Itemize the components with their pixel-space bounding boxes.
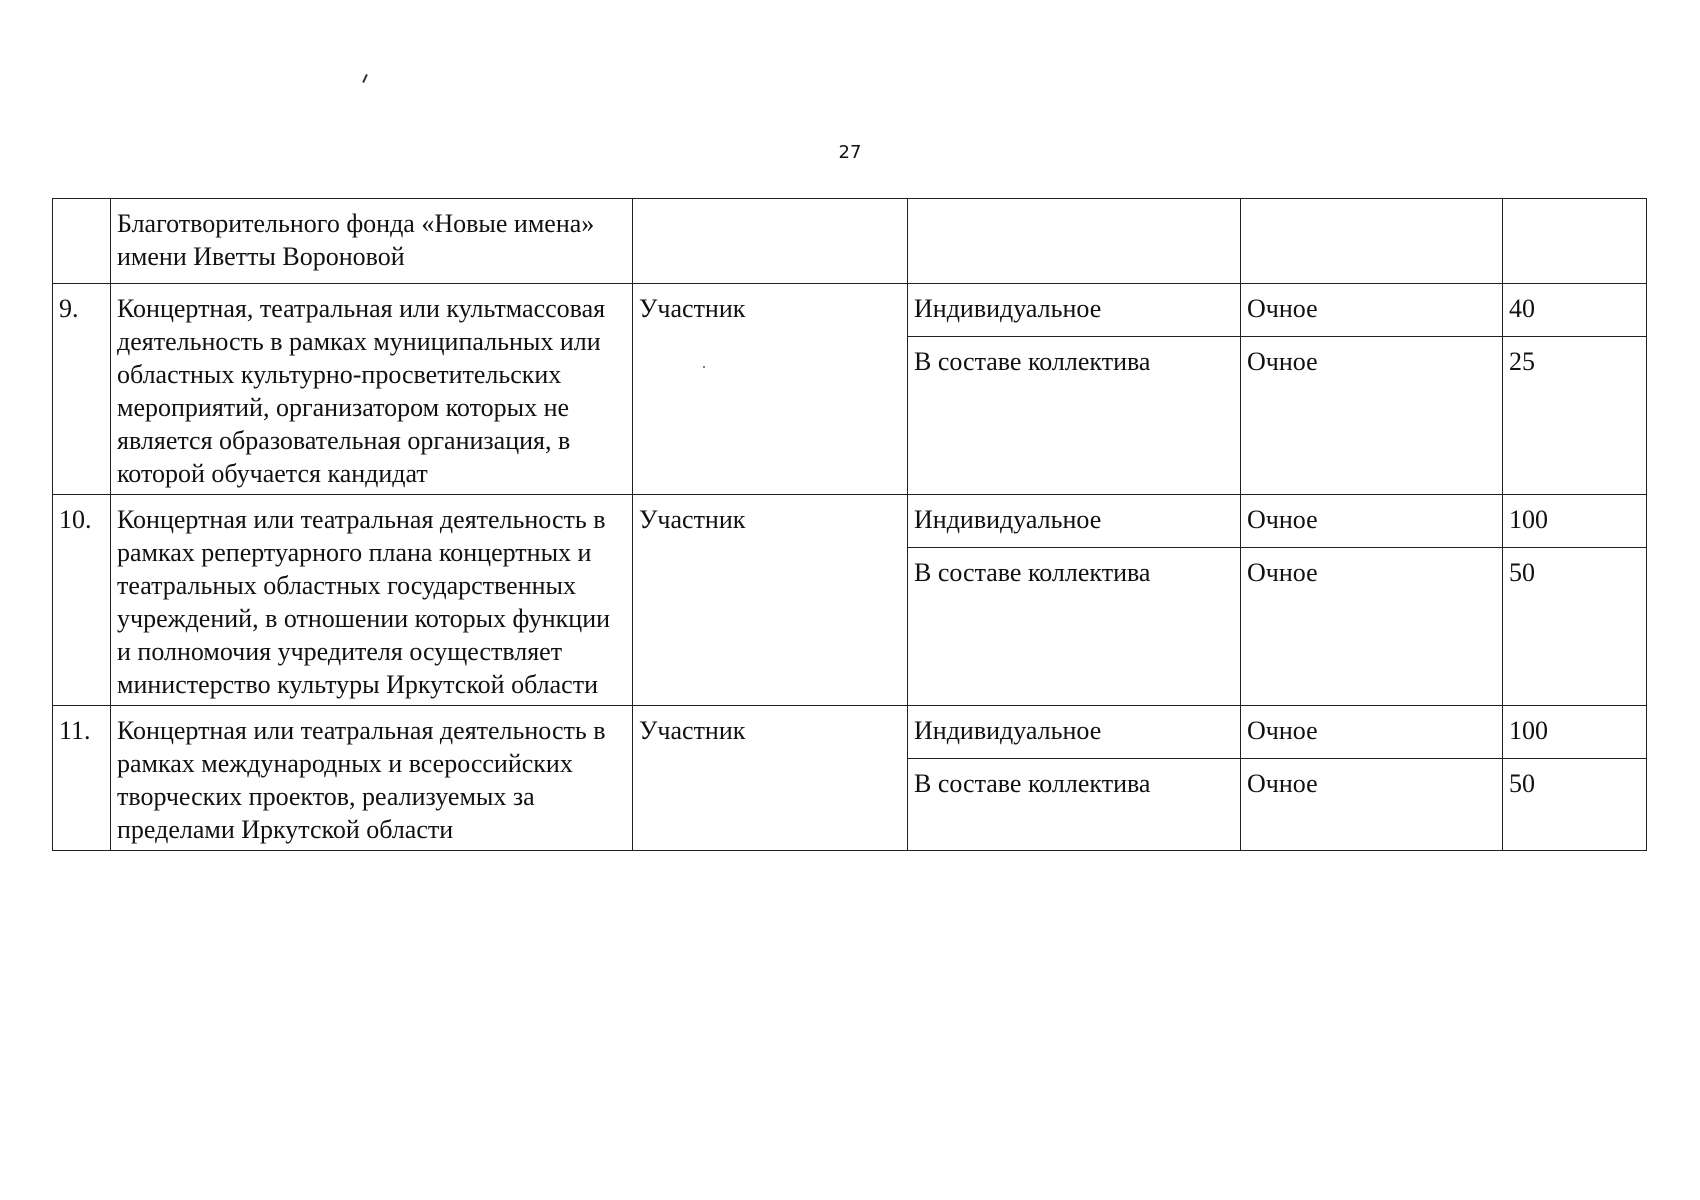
row-number-cell: 10. [53,495,111,706]
activity-name-cell: Концертная или театральная деятельность в рамках международных и всероссийских творческих проектов, реализуемых за пределами Иркутской области [111,706,633,851]
score-cell: 40 [1503,284,1647,337]
participation-form-cell: Индивидуальное [908,495,1241,548]
table-row [53,284,1647,337]
attendance-type-cell: Очное [1241,759,1503,851]
activity-name-cell: Концертная, театральная или культмассовая деятельность в рамках муниципальных или областных культурно-просветительских мероприятий, организатором которых не является образовательная организация, в которой обучается кандидат [111,284,633,495]
attendance-type-cell: Очное [1241,706,1503,759]
attendance-type-cell: Очное [1241,495,1503,548]
activity-name-cell: Благотворительного фонда «Новые имена» имени Иветты Вороновой [111,199,633,284]
score-cell [1503,199,1647,284]
role-cell: Участник [633,495,908,706]
attendance-type-cell [1241,199,1503,284]
attendance-type-cell: Очное [1241,548,1503,706]
score-cell: 50 [1503,548,1647,706]
row-number-cell: 9. [53,284,111,495]
score-cell: 25 [1503,337,1647,495]
activity-name-cell: Концертная или театральная деятельность в рамках репертуарного плана концертных и театральных областных государственных учреждений, в отношении которых функции и полномочия учредителя осуществляет министерство культуры Иркутской области [111,495,633,706]
table-row-continued [53,199,1647,284]
page-number: 27 [838,142,862,163]
attendance-type-cell: Очное [1241,337,1503,495]
role-cell: Участник [633,284,908,495]
participation-form-cell: Индивидуальное [908,284,1241,337]
table-row [53,495,1647,548]
attendance-type-cell: Очное [1241,284,1503,337]
participation-form-cell [908,199,1241,284]
participation-form-cell: В составе коллектива [908,759,1241,851]
score-cell: 100 [1503,495,1647,548]
score-cell: 50 [1503,759,1647,851]
row-number-cell: 11. [53,706,111,851]
table-row [53,706,1647,759]
score-cell: 100 [1503,706,1647,759]
row-number-cell [53,199,111,284]
scan-artifact-mark [362,74,368,83]
role-cell: Участник [633,706,908,851]
role-cell [633,199,908,284]
participation-form-cell: Индивидуальное [908,706,1241,759]
participation-form-cell: В составе коллектива [908,337,1241,495]
participation-form-cell: В составе коллектива [908,548,1241,706]
criteria-table [52,198,1647,851]
